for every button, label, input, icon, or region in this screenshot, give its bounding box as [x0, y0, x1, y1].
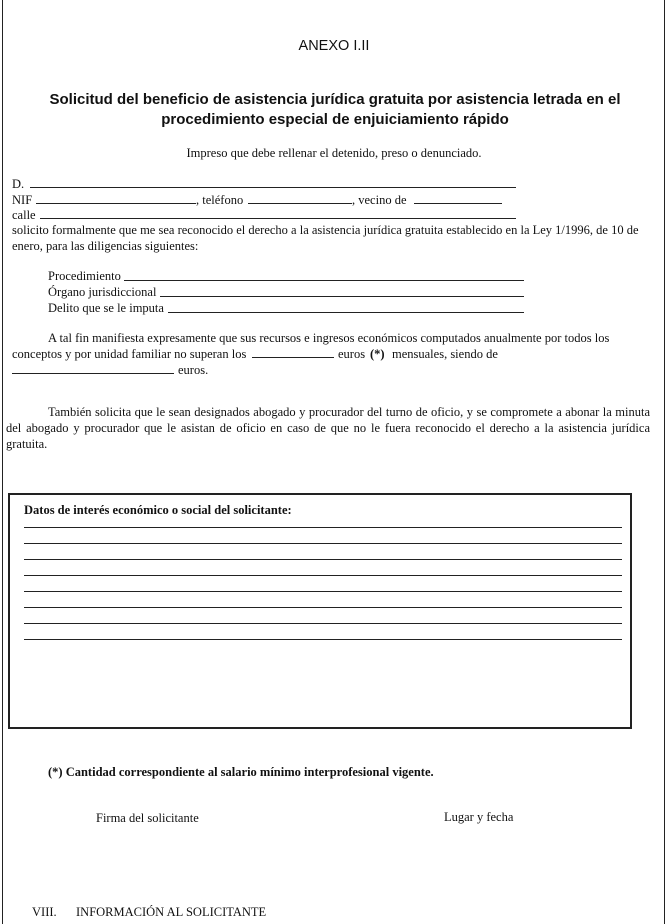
economic-data-line[interactable] — [24, 543, 622, 544]
economic-data-line[interactable] — [24, 591, 622, 592]
phone-field[interactable] — [248, 203, 352, 204]
annex-title: ANEXO I.II — [298, 38, 370, 54]
economic-data-line[interactable] — [24, 607, 622, 608]
economic-data-line[interactable] — [24, 639, 622, 640]
designation-text: También solicita que le sean designados abogado y procurador del turno de oficio, y se compromete a abonar la minuta del abogado y procurador que le asistan de oficio en caso de que no le fuera reconocido el derecho a la asistencia jurídica gratuita. — [6, 405, 650, 451]
footnote-text: (*) Cantidad correspondiente al salario mínimo interprofesional vigente. — [48, 765, 434, 779]
court-field[interactable] — [160, 296, 524, 297]
economic-data-box — [8, 493, 632, 729]
nif-label: NIF — [12, 193, 33, 207]
economic-data-line[interactable] — [24, 623, 622, 624]
applicant-signature-label: Firma del solicitante — [96, 811, 199, 825]
income-line-2-prefix: conceptos y por unidad familiar no superan los — [12, 347, 247, 361]
income-euros-label: euros — [338, 347, 366, 361]
page-border-left — [2, 0, 3, 924]
place-date-label: Lugar y fecha — [444, 810, 514, 824]
street-field[interactable] — [40, 218, 516, 219]
income-line-3-suffix: euros. — [178, 363, 209, 377]
offense-field[interactable] — [168, 312, 524, 313]
economic-data-line[interactable] — [24, 575, 622, 576]
economic-data-line[interactable] — [24, 527, 622, 528]
d-label: D. — [12, 177, 25, 191]
economic-data-line[interactable] — [24, 559, 622, 560]
form-title: Solicitud del beneficio de asistencia jurídica gratuita por asistencia letrada en el procedimiento especial de enjuiciamiento rápido — [49, 91, 621, 128]
income-amount-field[interactable] — [252, 357, 334, 358]
income-line-1: A tal fin manifiesta expresamente que sus recursos e ingresos económicos computados anualmente por todos los — [48, 331, 610, 345]
procedure-label: Procedimiento — [48, 269, 121, 283]
nif-field[interactable] — [36, 203, 196, 204]
court-label: Órgano jurisdiccional — [48, 285, 157, 299]
name-field[interactable] — [30, 187, 516, 188]
phone-label: , teléfono — [196, 193, 244, 207]
offense-label: Delito que se le imputa — [48, 301, 164, 315]
economic-data-title: Datos de interés económico o social del solicitante: — [24, 503, 292, 517]
income-line-2-suffix: mensuales, siendo de — [392, 347, 498, 361]
request-text: solicito formalmente que me sea reconocido el derecho a la asistencia jurídica gratuita establecido en la Ley 1/1996, de 10 de enero, para las diligencias siguientes: — [12, 223, 639, 253]
resident-field[interactable] — [414, 203, 502, 204]
section-title: INFORMACIÓN AL SOLICITANTE — [76, 905, 267, 919]
form-subtitle: Impreso que debe rellenar el detenido, preso o denunciado. — [186, 146, 482, 160]
street-label: calle — [12, 208, 36, 222]
page-border-right — [664, 0, 665, 924]
procedure-field[interactable] — [124, 280, 524, 281]
income-total-field[interactable] — [12, 373, 174, 374]
footnote-mark: (*) — [370, 347, 385, 361]
resident-label: , vecino de — [352, 193, 407, 207]
section-number: VIII. — [32, 905, 57, 919]
